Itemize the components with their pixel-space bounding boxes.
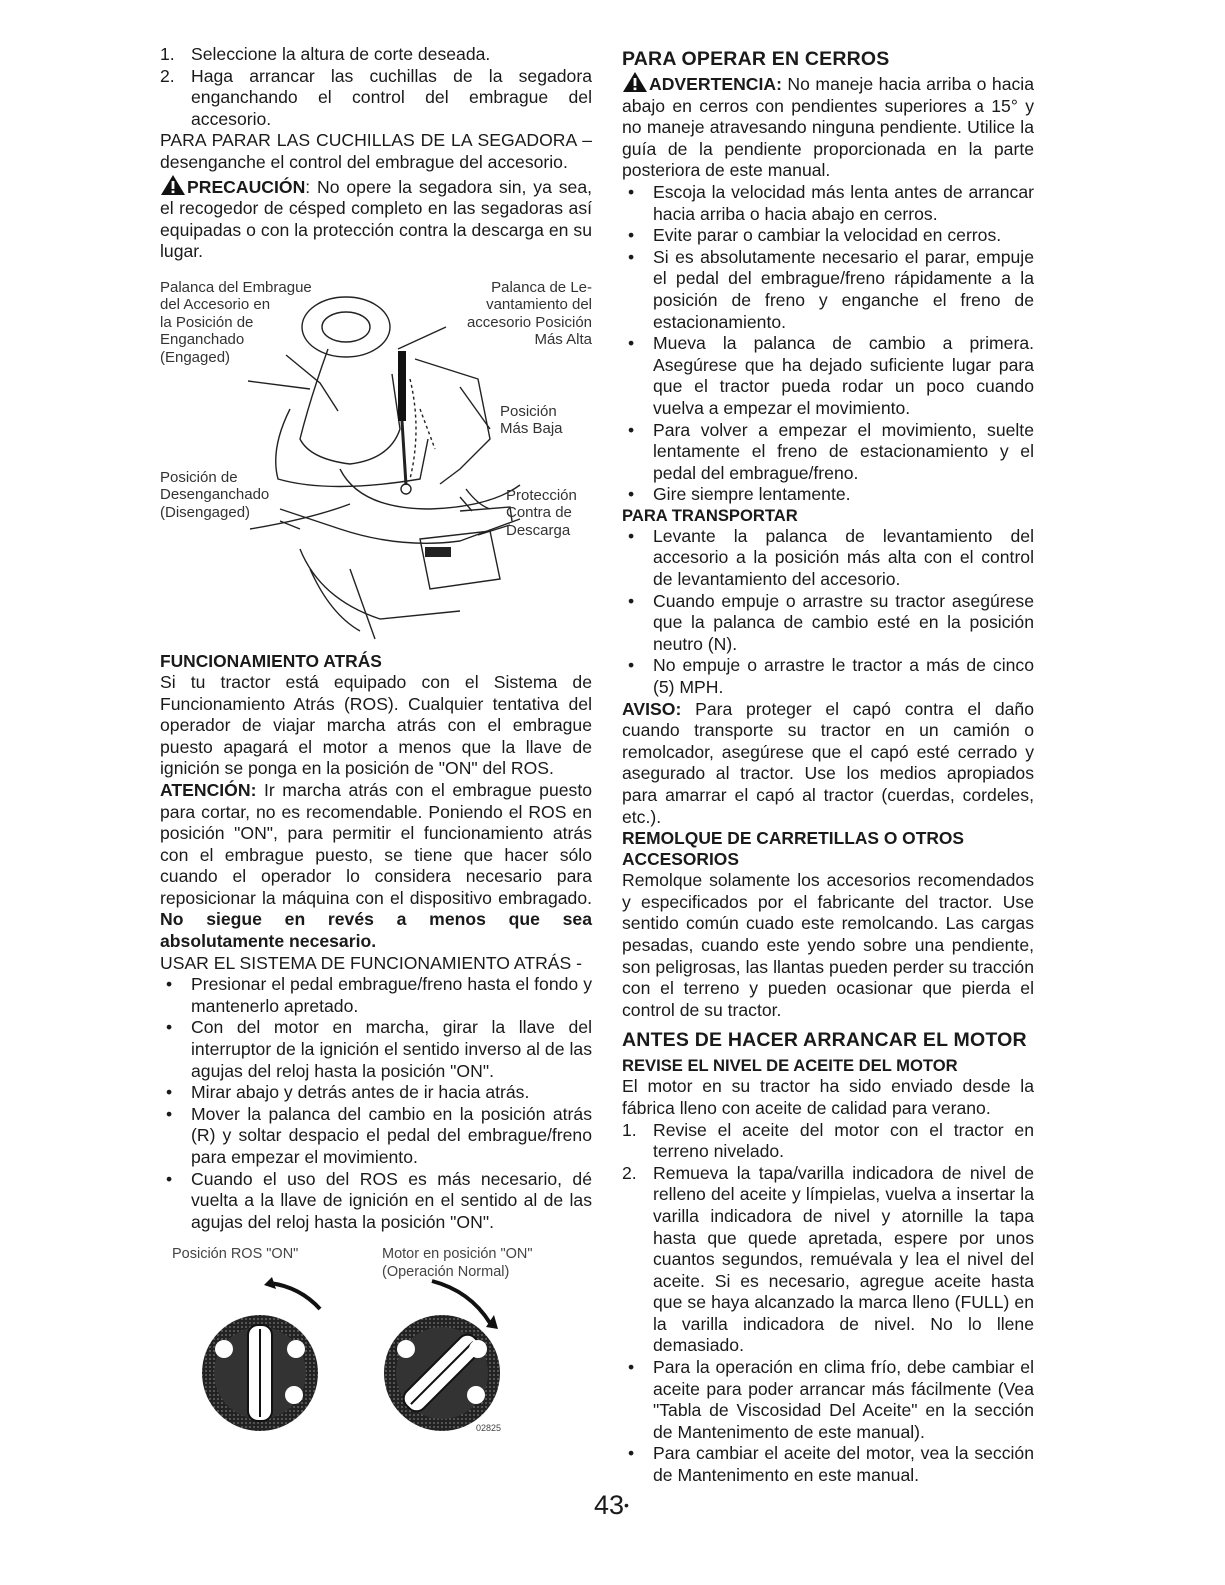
oil-level-title: REVISE EL NIVEL DE ACEITE DEL MOTOR: [622, 1056, 958, 1076]
list-item: • Gire siempre lentamente.: [628, 484, 851, 505]
figure-code: 02825: [476, 1423, 502, 1434]
towing-section-title: REMOLQUE DE CARRETILLAS O OTROS ACCESORIOS: [622, 828, 965, 870]
lift-lever-label: Palanca de Le- vantamiento del accesorio Posición Más Alta: [466, 278, 592, 349]
list-item: 2. Remueva la tapa/varilla indicadora de nivel de relleno del aceite y límpielas, vuelva a insertar la varilla indicadora de nivel y atornille la tapa hasta que quede apretada, espere por unos cuantos segundos, remuévala y lea el nivel del aceite. Si es necesario, agregue aceite hasta que se haya alcanzado la marca lleno (FULL) en la varilla indicadora de nivel. No lo llene demasiado.: [622, 1162, 1034, 1356]
list-item: 1. Revise el aceite del motor con el tractor en terreno nivelado.: [622, 1119, 1034, 1162]
list-item: • Mueva la palanca de cambio a primera. Asegúrese que ha dejado suficiente lugar para que el tractor pueda rodar un poco cuando vuelva a empezar el movimiento.: [628, 333, 1034, 418]
list-item: 2. Haga arrancar las cuchillas de la segadora enganchando el control del embrague del accesorio.: [160, 65, 592, 129]
list-item: 1. Seleccione la altura de corte deseada.: [160, 44, 491, 64]
list-item: • Para cambiar el aceite del motor, vea la sección de Mantenimento en este manual.: [628, 1443, 1034, 1486]
clutch-engaged-label: Palanca del Embrague del Accesorio en la Posición de Enganchado (Engaged): [160, 278, 312, 366]
hills-section-title: PARA OPERAR EN CERROS: [622, 48, 890, 70]
list-item: • Escoja la velocidad más lenta antes de arrancar hacia arriba o hacia abajo en cerros.: [628, 181, 1034, 224]
lowest-position-label: Posición Más Baja: [500, 402, 563, 438]
towing-paragraph: Remolque solamente los accesorios recomendados y especificados por el fabricante del tractor. Use sentido común cuado este remolcando. Las cargas pesadas, cuando este yendo sobre una pendiente, son peligrosas, las llantas pueden perder su tracción con el terreno y pueden ocasionar que pierda el control de su tractor.: [622, 870, 1034, 1020]
list-item: • Cuando el uso del ROS es más necesario, dé vuelta a la llave de ignición en el sentido al de las agujas del reloj hasta la posición "ON".: [166, 1168, 592, 1232]
use-ros-heading: USAR EL SISTEMA DE FUNCIONAMIENTO ATRÁS -: [160, 952, 582, 973]
transport-section-title: PARA TRANSPORTAR: [622, 505, 798, 525]
stop-blades-paragraph: PARA PARAR LAS CUCHILLAS DE LA SEGADORA – desenganche el control del embrague del accesorio.: [160, 130, 592, 172]
clutch-lever-figure: [160, 279, 592, 651]
transport-list: [622, 526, 1034, 699]
oil-intro-paragraph: El motor en su tractor ha sido enviado desde la fábrica lleno con aceite de calidad para verano.: [622, 1076, 1034, 1118]
reverse-section-title: FUNCIONAMIENTO ATRÁS: [160, 650, 382, 671]
page-number: 43•: [594, 1490, 629, 1520]
list-item: • Evite parar o cambiar la velocidad en cerros.: [628, 225, 1002, 246]
caution-label: PRECAUCIÓN: [187, 176, 306, 197]
mower-steps-list: [160, 44, 592, 130]
ros-on-label: Posición ROS "ON": [172, 1246, 299, 1263]
attention-label: ATENCIÓN:: [160, 779, 257, 800]
oil-notes-list: [622, 1357, 1034, 1487]
ros-steps-list: [160, 974, 592, 1233]
list-item: • Cuando empuje o arrastre su tractor asegúrese que la palanca de cambio esté en la posición neutro (N).: [628, 590, 1034, 654]
motor-on-label: Motor en posición "ON" (Operación Normal): [382, 1246, 533, 1281]
list-item: • Para la operación en clima frío, debe cambiar el aceite para poder arrancar más fácilmente (Vea "Tabla de Viscosidad Del Aceite" en la sección de Mantenimento de este manual).: [628, 1357, 1034, 1442]
list-item: • Con del motor en marcha, girar la llave del interruptor de la ignición el sentido inverso al de las agujas del reloj hasta la posición "ON".: [166, 1017, 592, 1081]
warning-label: ADVERTENCIA:: [649, 74, 782, 94]
reverse-paragraph: Si tu tractor está equipado con el Sistema de Funcionamiento Atrás (ROS). Cualquier tentativa del operador de viajar marcha atrás con el embrague puesto apagará el motor a menos que la llave de ignición se ponga en la posición de "ON" del ROS.: [160, 671, 592, 779]
discharge-guard-label: Protección Contra de Descarga: [506, 486, 577, 539]
disengaged-label: Posición de Desenganchado (Disengaged): [160, 468, 270, 521]
warning-paragraph: ADVERTENCIA: No maneje hacia arriba o hacia abajo en cerros con pendientes superiores a 15° y no maneje atravesando ninguna pendiente. Utilice la guía de la pendiente proporcionada en la parte posteriora de este manual.: [622, 71, 1034, 182]
list-item: • Levante la palanca de levantamiento del accesorio a la posición más alta con el control de levantamiento del accesorio.: [628, 525, 1034, 590]
list-item: • Si es absolutamente necesario el parar, empuje el pedal del embrague/freno rápidamente a la posición de freno y enganche el freno de estacionamiento.: [628, 246, 1034, 332]
notice-paragraph: AVISO: Para proteger el capó contra el daño cuando transporte su tractor en un camión o remolcador, asegúrese que el capó esté cerrado y asegurado al tractor. Use los medios apropiados para amarrar el capó al tractor (cuerdas, cordeles, etc.).: [622, 698, 1034, 827]
list-item: • No empuje o arrastre le tractor a más de cinco (5) MPH.: [628, 655, 1034, 698]
list-item: • Presionar el pedal embrague/freno hasta el fondo y mantenerlo apretado.: [166, 974, 592, 1016]
ignition-key-illustration: [160, 1245, 592, 1445]
list-item: • Para volver a empezar el movimiento, suelte lentamente el freno de estacionamiento y el pedal del embrague/freno.: [628, 419, 1034, 483]
attention-paragraph: ATENCIÓN: Ir marcha atrás con el embrague puesto para cortar, no es recomendable. Poniendo el ROS en posición "ON", para permitir el funcionamiento atrás con el embrague puesto, se tiene que hacer sólo cuando el operador lo considera necesario para reposicionar la máquina con el dispositivo embragado. No siegue en revés a menos que sea absolutamente necesario.: [160, 779, 592, 952]
before-start-title: ANTES DE HACER ARRANCAR EL MOTOR: [622, 1029, 1027, 1052]
list-item: • Mover la palanca del cambio en la posición atrás (R) y soltar despacio el pedal del embrague/freno para empezar el movimiento.: [166, 1103, 592, 1167]
caution-paragraph: PRECAUCIÓN: No opere la segadora sin, ya sea, el recogedor de césped completo en las segadoras así equipadas o con la protección contra la descarga en su lugar.: [160, 174, 592, 263]
list-item: • Mirar abajo y detrás antes de ir hacia atrás.: [166, 1082, 530, 1103]
warning-triangle-icon: [160, 174, 186, 196]
right-column: [622, 48, 1034, 1487]
notice-label: AVISO:: [622, 698, 682, 719]
oil-steps-list: [622, 1120, 1034, 1358]
left-column: [160, 44, 592, 1445]
hills-list: [622, 182, 1034, 506]
ignition-switch-figure: [160, 1245, 592, 1445]
warning-triangle-icon: [622, 71, 648, 93]
